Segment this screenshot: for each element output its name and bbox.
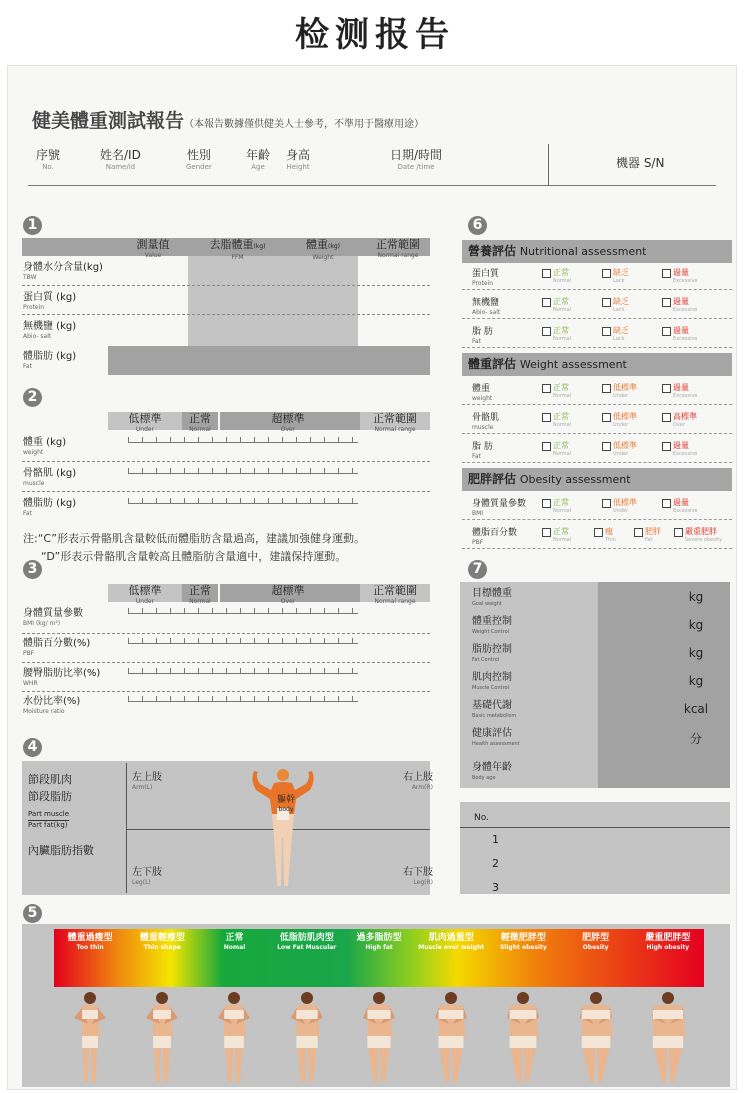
assessment-option[interactable]: 嚴重肥胖 Severe obesity (674, 528, 722, 544)
s2-muscle-scale (128, 468, 358, 474)
s4-part-muscle: Part muscle (28, 808, 69, 821)
nutrition-header: 營養評估 Nutritional assessment (462, 240, 732, 263)
goal-row-unit: kg (688, 590, 704, 604)
s3-divider (22, 633, 430, 634)
section-4-number: 4 (23, 738, 42, 757)
s7-numbers (492, 828, 499, 900)
s3-col-range: 正常範圍 Normal range (373, 584, 417, 605)
assessment-row (462, 437, 732, 463)
obesity-header: 肥胖評估 Obesity assessment (462, 468, 732, 491)
info-date: 日期/時間 Date /time (390, 148, 443, 171)
assessment-label: 無機鹽 Abio- salt (472, 298, 501, 316)
band-high-fat: 過多脂肪型 High fat (356, 933, 402, 951)
info-height: 身高 Height (286, 148, 311, 171)
assessment-option[interactable]: 過量 Excessive (662, 327, 698, 343)
goal-row-unit: kcal (683, 702, 709, 716)
body-figure-icon (248, 766, 318, 894)
assessment-option[interactable]: 正常 Normal (542, 384, 571, 400)
s2-divider (22, 491, 430, 492)
body-figure-icon (632, 988, 704, 1084)
goal-rows (460, 582, 730, 788)
s4-vline (126, 763, 127, 893)
s3-row-moisture: 水份比率(%) Moisture ratio (23, 696, 81, 715)
assessment-option[interactable]: 過量 Excessive (662, 499, 698, 515)
s7-no-row (460, 810, 730, 828)
assessment-option[interactable]: 低標準 Under (602, 384, 637, 400)
section-1-fat-bar (108, 346, 430, 375)
assessment-label: 體脂百分數 PBF (472, 528, 518, 546)
info-no: 序號 No. (36, 148, 61, 171)
assessment-row (462, 408, 732, 434)
band-too-thin: 體重過瘦型 Too thin (67, 933, 113, 951)
s2-fat-scale (128, 498, 358, 504)
s3-col-normal: 正常 Normal (189, 584, 211, 605)
band-obesity: 肥胖型 Obesity (582, 933, 610, 951)
weight-header: 體重評估 Weight assessment (462, 353, 732, 376)
goal-row-unit: kg (688, 646, 704, 660)
s4-trunk: 軀幹 body (277, 795, 296, 813)
s3-divider (22, 691, 430, 692)
assessment-option[interactable]: 正常 Normal (542, 442, 571, 458)
page-title: 检测报告 (295, 15, 455, 55)
band-normal: 正常 Nomal (223, 933, 246, 951)
s2-note-c: 注:“C”形表示骨骼肌含量較低而體脂肪含量過高，建議加強健身運動。 (23, 532, 365, 545)
band-thin-shape: 體重輕瘦型 Thin shape (139, 933, 185, 951)
assessment-row (462, 264, 732, 290)
s7-number: 1 (492, 833, 499, 846)
assessment-option[interactable]: 低標準 Under (602, 442, 637, 458)
s4-left-leg: 左下肢 Leg(L) (132, 867, 162, 886)
s4-seg-muscle: 節段肌肉 (28, 773, 72, 786)
assessment-rows (462, 66, 732, 566)
body-figure-icon (54, 988, 126, 1084)
section-6-number: 6 (468, 216, 487, 235)
assessment-label: 脂 肪 Fat (472, 442, 493, 460)
s4-left-arm: 左上肢 Arm(L) (132, 772, 162, 791)
report-title: 健美體重測試報告（本報告數據僅供健美人士參考，不準用于醫療用途） (32, 110, 425, 132)
body-figure-icon (126, 988, 198, 1084)
s1-row-salt: 無機鹽 (kg) Abio- salt (23, 321, 77, 340)
s3-whr-scale (128, 668, 358, 674)
assessment-option[interactable]: 正常 Normal (542, 528, 571, 544)
goal-row-label: 目標體重 Goal weight (472, 588, 512, 607)
s1-col-value: 測量值 Value (136, 238, 170, 259)
s1-divider (22, 314, 430, 315)
report-sheet (7, 65, 737, 1090)
s4-part-fat: Part fat(kg) (28, 821, 68, 829)
goal-row-unit: kg (688, 618, 704, 632)
assessment-label: 身體質量參數 BMI (472, 499, 527, 517)
goal-row-label: 脂肪控制 Fat Control (472, 644, 512, 663)
assessment-row (462, 322, 732, 348)
s4-right-arm: 右上肢 Arm(R) (403, 772, 433, 791)
report-subtitle: （本報告數據僅供健美人士參考，不準用于醫療用途） (184, 119, 425, 130)
band-high-obesity: 嚴重肥胖型 High obesity (645, 933, 691, 951)
s3-row-bmi: 身體質量參數 BMI (kg/ m²) (23, 608, 83, 627)
s1-col-weight: 體重(kg) Weight (306, 238, 340, 261)
goal-row-label: 肌肉控制 Muscle Control (472, 672, 512, 691)
assessment-row (462, 494, 732, 520)
goal-row-unit: kg (688, 674, 704, 688)
assessment-option[interactable]: 正常 Normal (542, 269, 571, 285)
band-slight-obesity: 輕微肥胖型 Slight obesity (499, 933, 547, 951)
assessment-option[interactable]: 正常 Normal (542, 327, 571, 343)
assessment-row (462, 523, 732, 549)
s3-row-whr: 腰臀脂肪比率(%) WHR (23, 668, 101, 687)
goal-row-label: 體重控制 Weight Control (472, 616, 512, 635)
s3-col-under: 低標準 Under (128, 584, 162, 605)
s7-number: 3 (492, 881, 499, 894)
body-figure-icon (415, 988, 487, 1084)
body-type-spectrum (54, 929, 704, 987)
body-figure-icon (198, 988, 270, 1084)
body-figure-icon (343, 988, 415, 1084)
assessment-option[interactable]: 過量 Excessive (662, 384, 698, 400)
assessment-label: 骨骼肌 muscle (472, 413, 500, 431)
assessment-option[interactable]: 缺乏 Lack (602, 327, 629, 343)
section-1-number: 1 (23, 216, 42, 235)
section-2-number: 2 (23, 388, 42, 407)
info-gender: 性別 Gender (186, 148, 212, 171)
s4-right-leg: 右下肢 Leg(R) (403, 867, 433, 886)
s2-note-d: “D”形表示骨骼肌含量較高且體脂肪含量適中，建議保持運動。 (41, 550, 347, 563)
s2-row-fat: 體脂肪 (kg) Fat (23, 498, 77, 517)
s1-row-fat: 體脂肪 (kg) Fat (23, 351, 77, 370)
assessment-label: 體重 weight (472, 384, 493, 402)
assessment-option[interactable]: 低標準 Under (602, 413, 637, 429)
body-figure-icon (560, 988, 632, 1084)
section-5-number: 5 (23, 904, 42, 923)
assessment-option[interactable]: 過量 Excessive (662, 442, 698, 458)
assessment-label: 脂 肪 Fat (472, 327, 493, 345)
s1-divider (22, 285, 430, 286)
assessment-option[interactable]: 肥胖 Fat (634, 528, 661, 544)
section-1-gray-column (188, 256, 358, 348)
s3-pbf-scale (128, 638, 358, 644)
assessment-option[interactable]: 缺乏 Lack (602, 298, 629, 314)
s7-no-label: No. (474, 813, 489, 823)
s1-row-protein: 蛋白質 (kg) Protein (23, 292, 77, 311)
assessment-option[interactable]: 正常 Normal (542, 499, 571, 515)
goal-row-label: 身體年齡 Body age (472, 762, 512, 781)
assessment-option[interactable]: 低標準 Under (602, 499, 637, 515)
s2-col-range: 正常範圍 Normal range (373, 412, 417, 433)
info-machine: 機器 S/N (616, 156, 665, 170)
goal-row-label: 健康評估 Health assessment (472, 728, 520, 747)
assessment-option[interactable]: 過量 Excessive (662, 298, 698, 314)
s2-col-normal: 正常 Normal (189, 412, 211, 433)
assessment-row (462, 379, 732, 405)
s2-row-muscle: 骨骼肌 (kg) muscle (23, 468, 77, 487)
section-3-number: 3 (23, 560, 42, 579)
body-figure-icon (271, 988, 343, 1084)
section-4-panel (22, 761, 430, 895)
info-age: 年齡 Age (246, 148, 271, 171)
assessment-option[interactable]: 正常 Normal (542, 413, 571, 429)
s7-number: 2 (492, 857, 499, 870)
assessment-row (462, 293, 732, 319)
s3-row-pbf: 體脂百分數(%) PBF (23, 638, 91, 657)
s4-seg-fat: 節段脂肪 (28, 790, 72, 803)
goal-row-unit: 分 (689, 732, 702, 746)
s2-col-under: 低標準 Under (128, 412, 162, 433)
s1-col-normal: 正常範圍 Normal range (376, 238, 420, 259)
assessment-option[interactable]: 高標準 Over (662, 413, 697, 429)
s3-moisture-scale (128, 696, 358, 702)
band-muscle-over-weight: 肌肉過重型 Muscle over weight (418, 933, 485, 951)
s4-visceral-fat: 內臟脂肪指數 (28, 844, 94, 857)
goal-row-label: 基礎代謝 Basic metabolism (472, 700, 517, 719)
assessment-option[interactable]: 正常 Normal (542, 298, 571, 314)
assessment-option[interactable]: 瘦 Thin (594, 528, 616, 544)
band-low-fat-muscular: 低脂肪肌肉型 Low Fat Muscular (277, 933, 337, 951)
s2-col-over: 超標準 Over (271, 412, 305, 433)
s2-row-weight: 體重 (kg) weight (23, 437, 67, 456)
section-7-number: 7 (468, 560, 487, 579)
s2-weight-scale (128, 437, 358, 443)
s3-divider (22, 662, 430, 663)
assessment-label: 蛋白質 Protein (472, 269, 500, 287)
s2-divider (22, 461, 430, 462)
s1-row-tbw: 身體水分含量(kg) TBW (23, 262, 103, 281)
s1-col-ffm: 去脂體重(kg) FFM (209, 238, 266, 261)
assessment-option[interactable]: 過量 Excessive (662, 269, 698, 285)
s3-col-over: 超標準 Over (271, 584, 305, 605)
assessment-option[interactable]: 缺乏 Lack (602, 269, 629, 285)
info-name: 姓名/ID Name/id (100, 148, 141, 171)
body-figure-icon (487, 988, 559, 1084)
s3-bmi-scale (128, 608, 358, 614)
body-figures-row (54, 988, 704, 1084)
